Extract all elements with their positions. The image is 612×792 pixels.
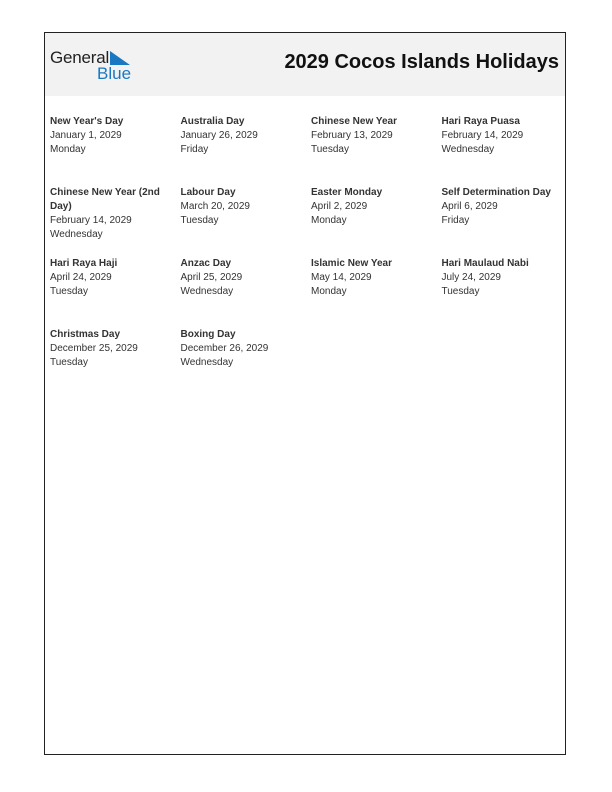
holiday-date: July 24, 2029 — [441, 272, 501, 283]
holiday-name: Australia Day — [180, 116, 245, 127]
holiday-weekday: Wednesday — [50, 229, 103, 240]
holiday-name: New Year's Day — [50, 116, 124, 127]
holiday-item — [181, 186, 312, 257]
holiday-weekday: Tuesday — [441, 286, 480, 297]
holiday-name: Labour Day — [180, 187, 236, 198]
holiday-item — [181, 328, 312, 399]
logo-blue-text: Blue — [97, 64, 132, 83]
holiday-date: February 14, 2029 — [441, 130, 524, 141]
holiday-name: Chinese New Year (2nd Day) — [50, 187, 160, 212]
holiday-date: May 14, 2029 — [311, 272, 372, 283]
holiday-name: Easter Monday — [311, 187, 383, 198]
holiday-date: December 25, 2029 — [50, 343, 138, 354]
holiday-weekday: Tuesday — [180, 215, 219, 226]
holiday-weekday: Friday — [441, 215, 470, 226]
holiday-date: January 1, 2029 — [50, 130, 122, 141]
holiday-weekday: Monday — [311, 286, 347, 297]
holiday-weekday: Tuesday — [50, 357, 88, 368]
logo-general-text: General — [50, 48, 110, 67]
holiday-item — [50, 257, 181, 328]
holiday-date: April 25, 2029 — [180, 272, 243, 283]
holiday-weekday: Tuesday — [311, 144, 349, 155]
holiday-item — [50, 186, 181, 257]
holiday-grid — [50, 115, 562, 399]
holiday-date: December 26, 2029 — [180, 343, 269, 354]
holiday-name: Hari Raya Puasa — [441, 116, 520, 127]
holiday-date: April 2, 2029 — [311, 201, 368, 212]
holiday-weekday: Wednesday — [441, 144, 495, 155]
holiday-name: Hari Raya Haji — [50, 258, 118, 269]
holiday-weekday: Wednesday — [180, 286, 234, 297]
holiday-weekday: Monday — [50, 144, 86, 155]
holiday-weekday: Friday — [180, 144, 209, 155]
holiday-date: February 14, 2029 — [50, 215, 132, 226]
holiday-name: Boxing Day — [180, 329, 236, 340]
holiday-date: February 13, 2029 — [311, 130, 393, 141]
logo-triangle-icon — [110, 51, 130, 65]
page-title: 2029 Cocos Islands Holidays — [284, 51, 559, 73]
holiday-weekday: Tuesday — [50, 286, 88, 297]
holiday-item — [311, 186, 442, 257]
holiday-item — [311, 115, 442, 186]
holiday-date: January 26, 2029 — [180, 130, 258, 141]
logo — [50, 48, 140, 84]
holiday-date: April 24, 2029 — [50, 272, 112, 283]
holiday-item — [50, 328, 181, 399]
holiday-weekday: Monday — [311, 215, 347, 226]
holiday-item — [442, 115, 562, 186]
holiday-item — [442, 186, 562, 257]
holiday-date: March 20, 2029 — [180, 201, 250, 212]
holiday-name: Hari Maulaud Nabi — [441, 258, 529, 269]
holiday-name: Chinese New Year — [311, 116, 397, 127]
holiday-name: Self Determination Day — [441, 187, 551, 198]
holiday-name: Anzac Day — [180, 258, 232, 269]
header — [45, 33, 565, 96]
holiday-weekday: Wednesday — [180, 357, 234, 368]
holiday-item — [50, 115, 181, 186]
page-frame — [44, 32, 566, 755]
holiday-item — [181, 257, 312, 328]
holiday-name: Islamic New Year — [311, 258, 392, 269]
holiday-item — [181, 115, 312, 186]
holiday-item — [311, 257, 442, 328]
holiday-name: Christmas Day — [50, 329, 121, 340]
holiday-date: April 6, 2029 — [441, 201, 498, 212]
holiday-item — [442, 257, 562, 328]
